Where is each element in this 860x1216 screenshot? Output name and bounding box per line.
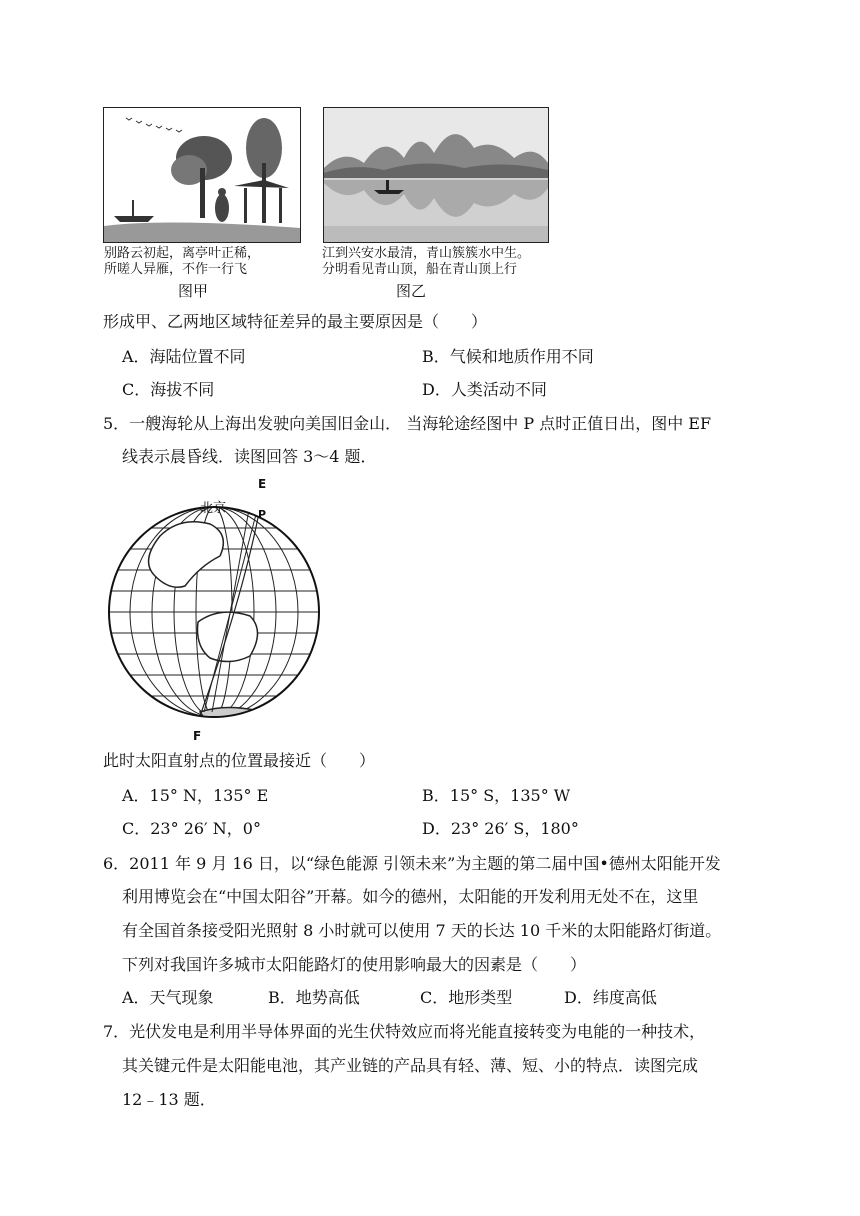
q5-line1: 5．一艘海轮从上海出发驶向美国旧金山． 当海轮途经图中 P 点时正值日出，图中 EF bbox=[103, 414, 712, 433]
q5-option-d: D．23° 26′ S，180° bbox=[422, 819, 579, 838]
globe-figure bbox=[100, 476, 330, 742]
figure-jia-poem-line1: 别路云初起，离亭叶正稀， bbox=[104, 246, 261, 261]
figure-jia-poem bbox=[104, 246, 260, 278]
q4-stem: 形成甲、乙两地区域特征差异的最主要原因是（ ） bbox=[103, 312, 488, 331]
figure-jia-illustration bbox=[104, 108, 300, 242]
q5-option-a: A．15° N，135° E bbox=[122, 786, 269, 805]
q6-option-c: C．地形类型 bbox=[420, 988, 513, 1007]
q7-line1: 7．光伏发电是利用半导体界面的光生伏特效应而将光能直接转变为电能的一种技术， bbox=[103, 1022, 706, 1041]
q6-option-b: B．地势高低 bbox=[268, 988, 360, 1007]
q5-stem: 此时太阳直射点的位置最接近（ ） bbox=[103, 751, 376, 770]
figure-yi-illustration bbox=[324, 108, 548, 242]
globe-label-e: E bbox=[258, 477, 267, 491]
globe-label-p: P bbox=[258, 508, 267, 521]
figure-yi-poem-line2: 分明看见青山顶，船在青山顶上行 bbox=[322, 262, 518, 277]
q6-line1: 6．2011 年 9 月 16 日，以“绿色能源 引领未来”为主题的第二届中国•德州太阳能开发 bbox=[103, 854, 721, 873]
q5-option-b: B．15° S，135° W bbox=[422, 786, 571, 805]
globe-label-f: F bbox=[193, 729, 202, 742]
q7-line2: 其关键元件是太阳能电池，其产业链的产品具有轻、薄、短、小的特点．读图完成 bbox=[122, 1056, 699, 1075]
q5-option-c: C．23° 26′ N，0° bbox=[122, 819, 261, 838]
q6-line4: 下列对我国许多城市太阳能路灯的使用影响最大的因素是（ ） bbox=[122, 955, 587, 974]
q4-option-b: B．气候和地质作用不同 bbox=[422, 347, 594, 366]
q5-line2: 线表示晨昏线．读图回答 3～4 题． bbox=[122, 447, 377, 466]
figure-yi-label: 图乙 bbox=[396, 282, 427, 300]
figure-yi-poem-line1: 江到兴安水最清，青山簇簇水中生。 bbox=[322, 246, 531, 261]
q7-line3: 12﹣13 题． bbox=[122, 1090, 216, 1109]
figure-jia-poem-line2: 所嗟人异雁，不作一行飞 bbox=[104, 262, 248, 277]
q4-option-c: C．海拔不同 bbox=[122, 380, 215, 399]
q4-option-d: D．人类活动不同 bbox=[422, 380, 547, 399]
q6-line3: 有全国首条接受阳光照射 8 小时就可以使用 7 天的长达 10 千米的太阳能路灯街道。 bbox=[122, 921, 722, 940]
globe-diagram bbox=[100, 476, 330, 742]
q6-line2: 利用博览会在“中国太阳谷”开幕。如今的德州，太阳能的开发利用无处不在，这里 bbox=[122, 887, 699, 906]
globe-label-beijing: 北京 bbox=[200, 501, 227, 516]
q4-option-a: A．海陆位置不同 bbox=[122, 347, 246, 366]
figure-yi-poem bbox=[322, 246, 530, 278]
figure-jia-label: 图甲 bbox=[178, 282, 209, 300]
q6-option-d: D．纬度高低 bbox=[564, 988, 657, 1007]
figure-jia bbox=[103, 107, 301, 243]
figure-yi bbox=[323, 107, 549, 243]
q6-option-a: A．天气现象 bbox=[122, 988, 214, 1007]
